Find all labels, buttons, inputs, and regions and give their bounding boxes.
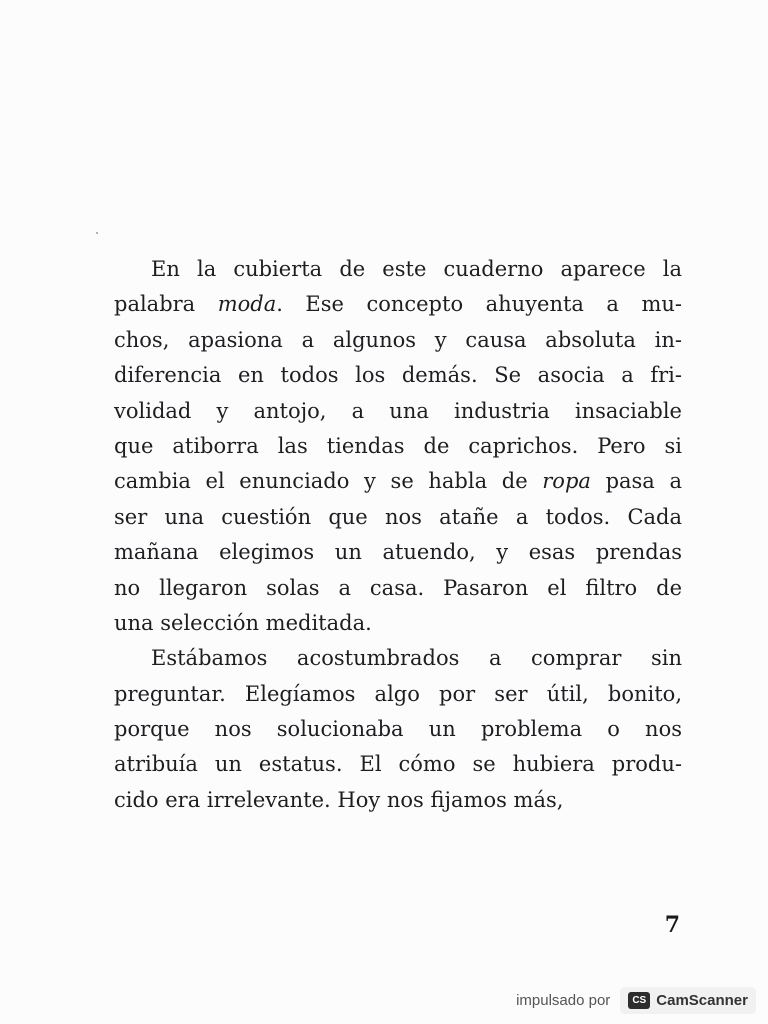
text-line: En la cubierta de este cuaderno aparece la: [151, 257, 682, 281]
text-line: ser una cuestión que nos atañe a todos. Cada: [114, 504, 682, 529]
camscanner-watermark: [516, 987, 756, 1014]
camscanner-badge: [620, 987, 756, 1014]
italic-word: ropa: [542, 469, 591, 494]
body-text: [114, 252, 682, 818]
text-line: volidad y antojo, a una industria insaciable: [114, 398, 682, 423]
text-line: palabra moda. Ese concepto ahuyenta a mu-: [114, 292, 682, 317]
text-line: Estábamos acostumbrados a comprar sin: [151, 646, 682, 671]
italic-word: moda: [217, 292, 277, 317]
text-line: chos, apasiona a algunos y causa absoluta in-: [114, 327, 682, 352]
text-line: cido era irrelevante. Hoy nos fijamos más,: [114, 787, 564, 812]
text-line: no llegaron solas a casa. Pasaron el filtro de: [114, 575, 682, 600]
text-line: diferencia en todos los demás. Se asocia a fri-: [114, 363, 682, 388]
text-line: preguntar. Elegíamos algo por ser útil, bonito,: [114, 681, 682, 706]
camscanner-logo-icon: CS: [628, 992, 650, 1009]
text-line: una selección meditada.: [114, 610, 372, 635]
text-line: atribuía un estatus. El cómo se hubiera produ-: [114, 752, 682, 777]
page-number: 7: [664, 912, 680, 938]
watermark-label: impulsado por: [516, 992, 611, 1009]
text-line: que atiborra las tiendas de caprichos. Pero si: [114, 433, 682, 458]
camscanner-brand-name: CamScanner: [656, 992, 748, 1009]
dust-speck: [96, 232, 98, 234]
text-line: cambia el enunciado y se habla de ropa pasa a: [114, 469, 682, 494]
text-line: porque nos solucionaba un problema o nos: [114, 717, 682, 742]
text-line: mañana elegimos un atuendo, y esas prendas: [114, 540, 682, 565]
